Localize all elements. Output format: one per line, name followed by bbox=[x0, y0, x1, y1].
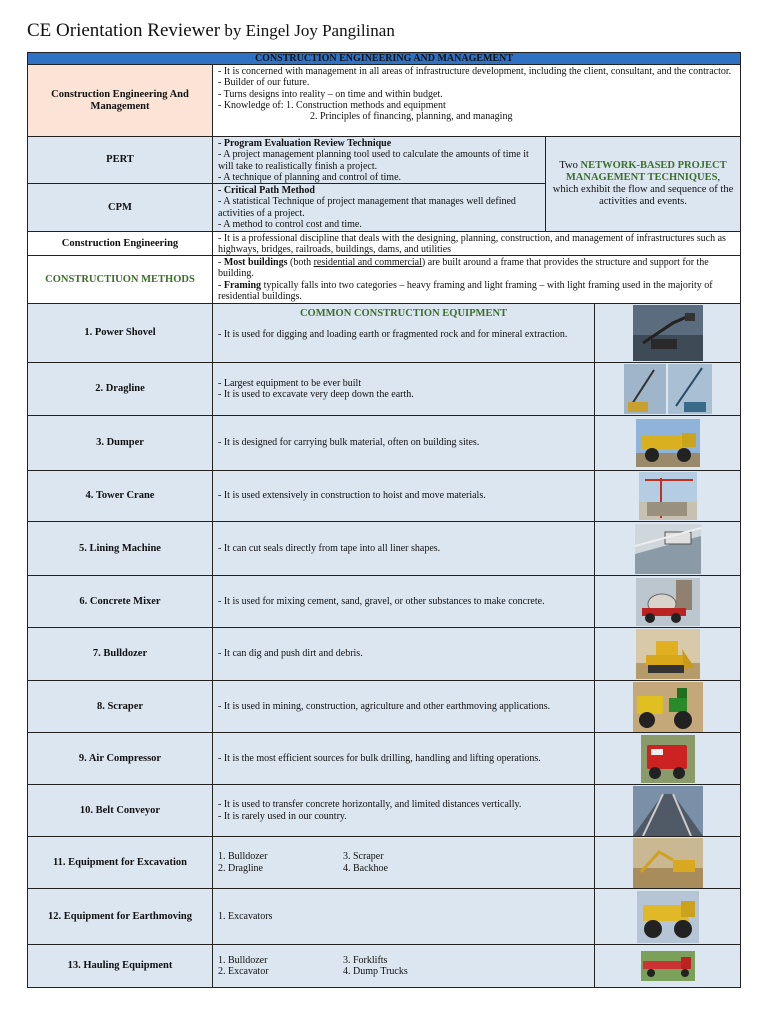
equipment-description bbox=[212, 362, 595, 416]
dragline-image bbox=[594, 362, 741, 416]
list-item: 4. Dump Trucks bbox=[343, 966, 408, 977]
cem-label: Construction Engineering And Management bbox=[27, 64, 213, 137]
hauling-list bbox=[212, 944, 595, 988]
equipment-line: - Largest equipment to be ever built bbox=[218, 377, 362, 389]
ce-description bbox=[212, 231, 741, 256]
cpm-line: - A method to control cost and time. bbox=[218, 218, 362, 230]
equipment-label: 8. Scraper bbox=[27, 680, 213, 733]
list-item: 2. Dragline bbox=[218, 862, 263, 874]
methods-text: typically falls into two categories – heavy framing and light framing – with light framing used in the majority of residential buildings. bbox=[218, 279, 713, 302]
bulldozer-image bbox=[594, 627, 741, 681]
methods-text: ) are built around a frame that provides the structure and support for the building. bbox=[218, 257, 709, 280]
pert-heading: - Program Evaluation Review Technique bbox=[218, 138, 392, 149]
network-note-highlight: NETWORK-BASED PROJECT MANAGEMENT TECHNIQUES bbox=[565, 160, 727, 183]
equipment-description bbox=[212, 575, 595, 628]
cpm-heading: - Critical Path Method bbox=[218, 185, 315, 196]
equipment-line: - It is used for digging and loading earth or fragmented rock and for mineral extraction. bbox=[218, 329, 568, 341]
belt-conveyor-image bbox=[594, 784, 741, 837]
equipment-line: - It is the most efficient sources for bulk drilling, handling and lifting operations. bbox=[218, 752, 541, 764]
reviewer-table bbox=[27, 52, 741, 988]
scraper-image bbox=[594, 680, 741, 733]
cem-line: 2. Principles of financing, planning, and managing bbox=[310, 111, 513, 123]
section-header-bar: CONSTRUCTION ENGINEERING AND MANAGEMENT bbox=[27, 52, 741, 65]
equipment-line: - It is used extensively in construction to hoist and move materials. bbox=[218, 490, 486, 502]
cem-line: - Knowledge of: 1. Construction methods and equipment bbox=[218, 99, 446, 111]
cem-line: - Turns designs into reality – on time and within budget. bbox=[218, 88, 443, 100]
ce-text: - It is a professional discipline that deals with the designing, planning, construction, and management of infrastructures such as highways, bridges, railroads, buildings, dams, and utilities bbox=[218, 233, 726, 256]
equipment-line: - It is used to excavate very deep down the earth. bbox=[218, 389, 414, 400]
title-main: CE Orientation Reviewer bbox=[27, 20, 221, 41]
methods-line-1 bbox=[218, 257, 735, 280]
equipment-line: - It is rarely used in our country. bbox=[218, 810, 347, 822]
dumper-image bbox=[594, 415, 741, 471]
methods-bold: Framing bbox=[223, 279, 262, 291]
hauling-image bbox=[594, 944, 741, 988]
air-compressor-image bbox=[594, 732, 741, 785]
title-author: by Eingel Joy Pangilinan bbox=[220, 21, 395, 40]
methods-text: (both bbox=[287, 257, 314, 268]
hauling-label: 13. Hauling Equipment bbox=[27, 944, 213, 988]
methods-label: CONSTRUCTIUON METHODS bbox=[27, 255, 213, 304]
cpm-line: - A statistical Technique of project management that manages well defined activities of a project. bbox=[218, 196, 516, 219]
equipment-description bbox=[212, 627, 595, 681]
equipment-line: - It is used in mining, construction, agriculture and other earthmoving applications. bbox=[218, 700, 551, 712]
equipment-line: - It is used to transfer concrete horizontally, and limited distances vertically. bbox=[218, 799, 522, 811]
network-note-pre: Two bbox=[559, 160, 581, 171]
power-shovel-image bbox=[594, 303, 741, 363]
list-item: 2. Excavator bbox=[218, 966, 269, 977]
equipment-label: 1. Power Shovel bbox=[27, 303, 213, 363]
pert-label: PERT bbox=[27, 136, 213, 184]
pert-line: - A technique of planning and control of time. bbox=[218, 171, 402, 183]
list-item: 1. Bulldozer bbox=[218, 954, 268, 966]
methods-text: - bbox=[218, 279, 224, 291]
earthmoving-image bbox=[594, 888, 741, 945]
list-item: 3. Forklifts bbox=[343, 954, 388, 966]
equipment-line: - It is used for mixing cement, sand, gravel, or other substances to make concrete. bbox=[218, 595, 545, 607]
cem-line: - Builder of our future. bbox=[218, 77, 310, 89]
equipment-description bbox=[212, 415, 595, 471]
equipment-description bbox=[212, 303, 595, 363]
excavation-label: 11. Equipment for Excavation bbox=[27, 836, 213, 889]
equipment-label: 3. Dumper bbox=[27, 415, 213, 471]
equipment-line: - It can cut seals directly from tape into all liner shapes. bbox=[218, 542, 441, 554]
excavation-list bbox=[212, 836, 595, 889]
pert-description bbox=[212, 136, 546, 184]
equipment-line: - It is designed for carrying bulk material, often on building sites. bbox=[218, 437, 480, 449]
equipment-label: 7. Bulldozer bbox=[27, 627, 213, 681]
earthmoving-list bbox=[212, 888, 595, 945]
excavation-image bbox=[594, 836, 741, 889]
tower-crane-image bbox=[594, 470, 741, 522]
equipment-label: 5. Lining Machine bbox=[27, 521, 213, 576]
equipment-label: 2. Dragline bbox=[27, 362, 213, 416]
cpm-label: CPM bbox=[27, 183, 213, 232]
equipment-label: 6. Concrete Mixer bbox=[27, 575, 213, 628]
ce-label: Construction Engineering bbox=[27, 231, 213, 256]
equipment-description bbox=[212, 521, 595, 576]
document-title bbox=[27, 20, 395, 42]
network-note-post: , which exhibit the flow and sequence of the activities and events. bbox=[552, 172, 734, 207]
earthmoving-label: 12. Equipment for Earthmoving bbox=[27, 888, 213, 945]
methods-bold: Most buildings bbox=[223, 257, 288, 268]
equipment-description bbox=[212, 680, 595, 733]
cem-line: - It is concerned with management in all areas of infrastructure development, including the client, consultant, and the contractor. bbox=[218, 66, 732, 77]
methods-line-2 bbox=[218, 280, 735, 303]
concrete-mixer-image bbox=[594, 575, 741, 628]
list-item: 3. Scraper bbox=[343, 851, 384, 863]
cem-description bbox=[212, 64, 741, 137]
equipment-description bbox=[212, 784, 595, 837]
equipment-line: - It can dig and push dirt and debris. bbox=[218, 648, 363, 660]
equipment-label: 10. Belt Conveyor bbox=[27, 784, 213, 837]
equipment-label: 9. Air Compressor bbox=[27, 732, 213, 785]
equipment-heading: COMMON CONSTRUCTION EQUIPMENT bbox=[299, 308, 508, 319]
list-item: 4. Backhoe bbox=[343, 862, 388, 874]
equipment-label: 4. Tower Crane bbox=[27, 470, 213, 522]
equipment-description bbox=[212, 470, 595, 522]
pert-line: - A project management planning tool used to calculate the amounts of time it will take to realistically finish a project. bbox=[218, 149, 529, 172]
list-item: 1. Bulldozer bbox=[218, 851, 268, 863]
methods-description bbox=[212, 255, 741, 304]
cpm-description bbox=[212, 183, 546, 232]
network-techniques-note bbox=[545, 136, 741, 232]
equipment-description bbox=[212, 732, 595, 785]
methods-underline: residential and commercial bbox=[313, 257, 422, 268]
lining-machine-image bbox=[594, 521, 741, 576]
methods-text: - bbox=[218, 257, 224, 268]
list-item: 1. Excavators bbox=[218, 910, 273, 922]
